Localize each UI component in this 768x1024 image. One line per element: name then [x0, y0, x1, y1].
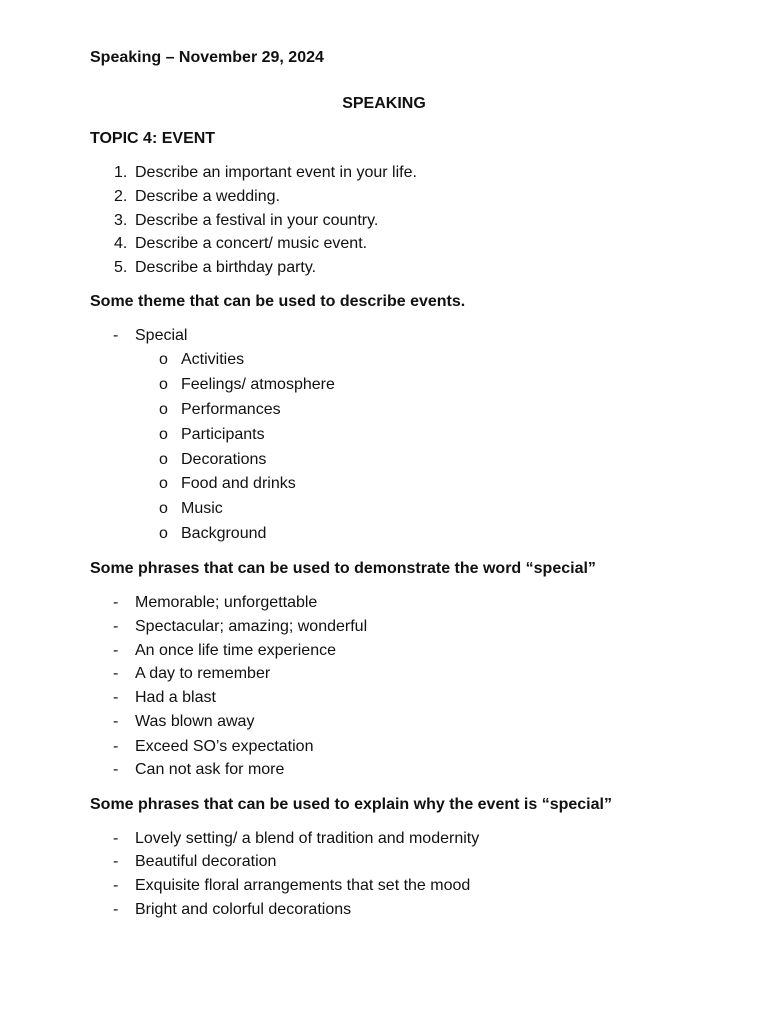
sub-list-marker: o — [159, 475, 168, 492]
list-marker: - — [113, 327, 119, 344]
list-item: Lovely setting/ a blend of tradition and modernity — [135, 830, 480, 847]
topic-heading: TOPIC 4: EVENT — [90, 130, 216, 147]
sub-list-marker: o — [159, 426, 168, 443]
list-marker: 4. — [114, 235, 128, 252]
list-item: Bright and colorful decorations — [135, 901, 352, 918]
header-line: Speaking – November 29, 2024 — [90, 49, 324, 66]
sub-list-marker: o — [159, 401, 168, 418]
sub-list-marker: o — [159, 451, 168, 468]
list-marker: - — [113, 877, 119, 894]
list-marker: 5. — [114, 259, 128, 276]
list-marker: - — [113, 738, 119, 755]
list-item: A day to remember — [135, 665, 271, 682]
sub-list-item: Activities — [181, 351, 245, 368]
page-title: SPEAKING — [342, 95, 426, 112]
list-marker: - — [113, 689, 119, 706]
list-marker: - — [113, 594, 119, 611]
sub-list-item: Background — [181, 525, 267, 542]
list-marker: - — [113, 761, 119, 778]
list-marker: - — [113, 642, 119, 659]
list-item: Exceed SO’s expectation — [135, 738, 314, 755]
list-marker: - — [113, 618, 119, 635]
sub-list-marker: o — [159, 376, 168, 393]
list-item: Describe a concert/ music event. — [135, 235, 368, 252]
explain-heading: Some phrases that can be used to explain why the event is “special” — [90, 796, 612, 813]
sub-list-marker: o — [159, 500, 168, 517]
list-marker: 2. — [114, 188, 128, 205]
list-marker: - — [113, 665, 119, 682]
list-marker: - — [113, 901, 119, 918]
sub-list-marker: o — [159, 351, 168, 368]
sub-list-item: Participants — [181, 426, 265, 443]
list-marker: 1. — [114, 164, 128, 181]
list-item: Special — [135, 327, 188, 344]
list-item: An once life time experience — [135, 642, 336, 659]
sub-list-item: Performances — [181, 401, 281, 418]
list-item: Describe a wedding. — [135, 188, 280, 205]
sub-list-item: Food and drinks — [181, 475, 296, 492]
list-item: Can not ask for more — [135, 761, 285, 778]
theme-heading: Some theme that can be used to describe events. — [90, 293, 466, 310]
list-item: Describe an important event in your life. — [135, 164, 417, 181]
list-item: Describe a festival in your country. — [135, 212, 379, 229]
sub-list-item: Feelings/ atmosphere — [181, 376, 335, 393]
list-marker: - — [113, 853, 119, 870]
list-item: Beautiful decoration — [135, 853, 277, 870]
list-item: Describe a birthday party. — [135, 259, 317, 276]
sub-list-marker: o — [159, 525, 168, 542]
sub-list-item: Decorations — [181, 451, 267, 468]
list-item: Was blown away — [135, 713, 255, 730]
sub-list-item: Music — [181, 500, 223, 517]
list-marker: - — [113, 830, 119, 847]
list-item: Had a blast — [135, 689, 216, 706]
list-item: Memorable; unforgettable — [135, 594, 318, 611]
list-marker: - — [113, 713, 119, 730]
list-item: Spectacular; amazing; wonderful — [135, 618, 368, 635]
list-marker: 3. — [114, 212, 128, 229]
phrases-heading: Some phrases that can be used to demonstrate the word “special” — [90, 560, 596, 577]
list-item: Exquisite floral arrangements that set the mood — [135, 877, 471, 894]
